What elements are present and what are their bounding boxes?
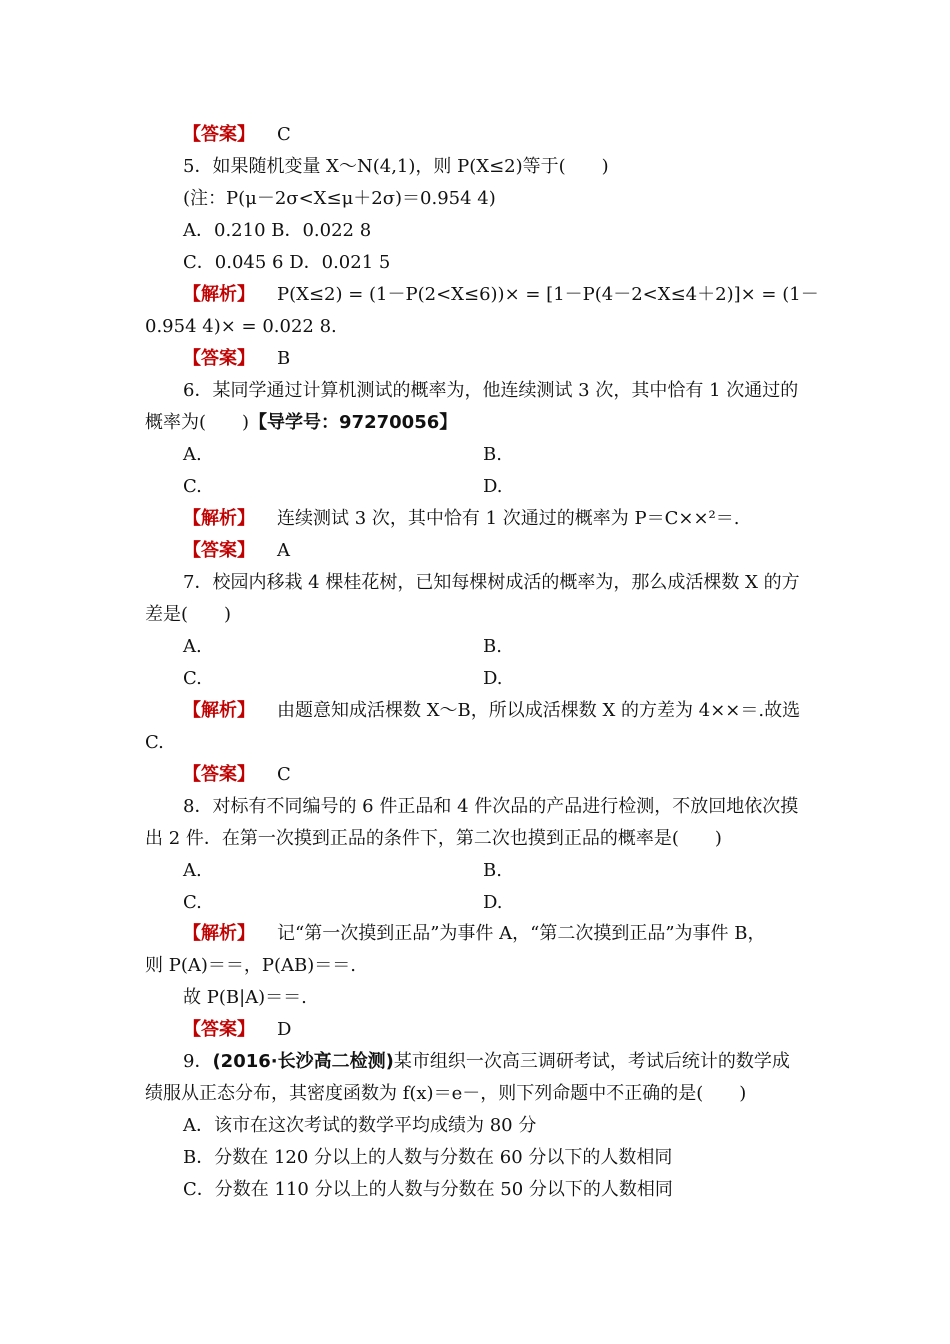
q4-answer-line bbox=[183, 123, 291, 147]
q6-option-b: B. bbox=[483, 444, 502, 465]
analysis-tag: 【解析】 bbox=[183, 923, 255, 944]
answer-tag: 【答案】 bbox=[183, 124, 255, 145]
q5-analysis-text: P(X≤2) = (1－P(2<X≤6))× = [1－P(4－2<X≤4＋2)]× = (1－ bbox=[277, 284, 819, 305]
q5-answer-line bbox=[183, 347, 290, 371]
q8-option-b: B. bbox=[483, 860, 502, 881]
q6-stem-1: 6．某同学通过计算机测试的概率为，他连续测试 3 次，其中恰有 1 次通过的 bbox=[183, 380, 799, 401]
q6-answer-line bbox=[183, 539, 290, 563]
q5-answer: B bbox=[277, 348, 291, 369]
q8-analysis-line bbox=[183, 922, 765, 946]
q5-options-ab: A．0.210 B．0.022 8 bbox=[183, 220, 372, 241]
q4-answer: C bbox=[277, 124, 291, 145]
q7-option-a: A. bbox=[183, 636, 202, 657]
q5-stem: 5．如果随机变量 X～N(4,1)，则 P(X≤2)等于( ) bbox=[183, 156, 609, 177]
answer-tag: 【答案】 bbox=[183, 540, 255, 561]
q7-answer-line bbox=[183, 763, 291, 787]
q7-option-d: D. bbox=[483, 668, 503, 689]
q5-note: (注：P(μ－2σ<X≤μ＋2σ)＝0.954 4) bbox=[183, 188, 496, 209]
q9-option-b: B．分数在 120 分以上的人数与分数在 60 分以下的人数相同 bbox=[183, 1147, 673, 1168]
q5-options-cd: C．0.045 6 D．0.021 5 bbox=[183, 252, 391, 273]
analysis-tag: 【解析】 bbox=[183, 700, 255, 721]
q7-stem-1: 7．校园内移栽 4 棵桂花树，已知每棵树成活的概率为，那么成活棵数 X 的方 bbox=[183, 572, 800, 593]
q6-guide-number: 【导学号：97270056】 bbox=[249, 412, 458, 433]
q8-analysis-cont-2: 故 P(B|A)＝＝. bbox=[183, 987, 307, 1008]
q9-source: (2016·长沙高二检测) bbox=[212, 1051, 394, 1072]
q5-analysis-line bbox=[183, 283, 819, 307]
q7-option-b: B. bbox=[483, 636, 502, 657]
q5-analysis-cont: 0.954 4)× = 0.022 8. bbox=[145, 316, 337, 337]
q7-analysis-line bbox=[183, 699, 800, 723]
answer-tag: 【答案】 bbox=[183, 764, 255, 785]
q6-answer: A bbox=[277, 540, 290, 561]
q7-answer: C bbox=[277, 764, 291, 785]
q6-stem-2 bbox=[145, 411, 457, 435]
q8-option-d: D. bbox=[483, 892, 503, 913]
q9-option-a: A．该市在这次考试的数学平均成绩为 80 分 bbox=[183, 1115, 537, 1136]
q6-analysis-line bbox=[183, 507, 740, 531]
q7-analysis-cont: C. bbox=[145, 732, 164, 753]
q9-number: 9． bbox=[183, 1051, 213, 1072]
q7-stem-2: 差是( ) bbox=[145, 604, 232, 625]
answer-tag: 【答案】 bbox=[183, 1019, 255, 1040]
analysis-tag: 【解析】 bbox=[183, 284, 255, 305]
q8-stem-2: 出 2 件．在第一次摸到正品的条件下，第二次也摸到正品的概率是( ) bbox=[145, 828, 722, 849]
q8-analysis-text: 记“第一次摸到正品”为事件 A，“第二次摸到正品”为事件 B， bbox=[277, 923, 766, 944]
q7-option-c: C. bbox=[183, 668, 202, 689]
q8-option-a: A. bbox=[183, 860, 202, 881]
q8-stem-1: 8．对标有不同编号的 6 件正品和 4 件次品的产品进行检测，不放回地依次摸 bbox=[183, 796, 799, 817]
q6-stem-2-text: 概率为( ) bbox=[145, 412, 250, 433]
analysis-tag: 【解析】 bbox=[183, 508, 255, 529]
q6-option-a: A. bbox=[183, 444, 202, 465]
q6-option-c: C. bbox=[183, 476, 202, 497]
q8-answer-line bbox=[183, 1018, 291, 1042]
q7-analysis-text: 由题意知成活棵数 X～B，所以成活棵数 X 的方差为 4××＝.故选 bbox=[277, 700, 801, 721]
q9-stem-1 bbox=[183, 1050, 790, 1074]
q9-stem-1-text: 某市组织一次高三调研考试，考试后统计的数学成 bbox=[393, 1051, 790, 1072]
q8-option-c: C. bbox=[183, 892, 202, 913]
q8-analysis-cont-1: 则 P(A)＝＝，P(AB)＝＝. bbox=[145, 955, 356, 976]
q9-option-c: C．分数在 110 分以上的人数与分数在 50 分以下的人数相同 bbox=[183, 1179, 673, 1200]
q6-analysis-text: 连续测试 3 次，其中恰有 1 次通过的概率为 P＝C××²＝. bbox=[277, 508, 740, 529]
q6-option-d: D. bbox=[483, 476, 503, 497]
q9-stem-2: 绩服从正态分布，其密度函数为 f(x)＝e－，则下列命题中不正确的是( ) bbox=[145, 1083, 747, 1104]
answer-tag: 【答案】 bbox=[183, 348, 255, 369]
q8-answer: D bbox=[277, 1019, 292, 1040]
